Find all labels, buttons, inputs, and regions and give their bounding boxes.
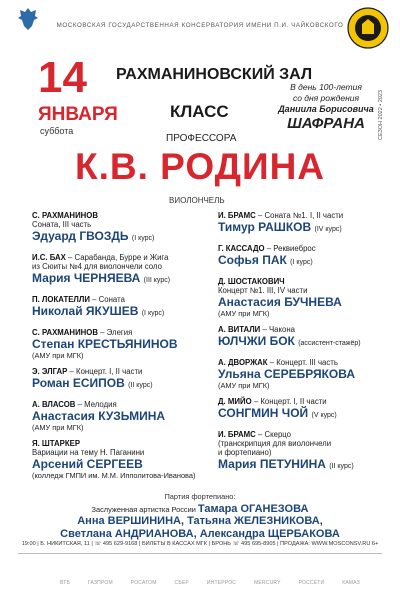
composer: А. ВИТАЛИ [218,325,261,334]
composer: И. БРАМС [218,211,256,220]
program-item [218,430,393,474]
sponsor-logo: СБЕР [174,580,189,586]
work: Соната, III часть [32,220,92,229]
performer: Софья ПАК [218,253,287,267]
season-label: СЕЗОН 2022 • 2023 [378,90,384,141]
piano-star: Тамара ОГАНЕЗОВА [197,503,309,515]
composer: Г. КАССАДО [218,244,265,253]
performer-note: (I курс) [141,310,165,317]
performer-note: (колледж ГМПИ им. М.М. Ипполитова-Иванова) [32,471,196,480]
work-detail: из Сюиты №4 для виолончели соло [32,262,162,271]
piano-line2: Анна ВЕРШИНИНА, Татьяна ЖЕЛЕЗНИКОВА, [77,515,323,527]
work: – Реквиеброс [264,244,316,253]
date-weekday: суббота [40,126,74,136]
program-item [32,211,232,246]
sponsor-logo: РОССЕТИ [298,580,325,586]
composer: Д. ШОСТАКОВИЧ [218,277,285,286]
program-item [218,397,393,423]
program-item [32,367,232,393]
performer: Анастасия БУЧНЕВА [218,295,342,309]
program-item [218,244,393,270]
program-item [218,325,393,351]
organization-name: МОСКОВСКАЯ ГОСУДАРСТВЕННАЯ КОНСЕРВАТОРИЯ ИМЕНИ П.И. ЧАЙКОВСКОГО [56,22,344,29]
program-item [32,439,232,480]
date-month: ЯНВАРЯ [38,104,118,125]
work: – Соната №1. I, II части [255,211,344,220]
program-item [32,400,232,432]
performer: Эдуард ГВОЗДЬ [32,229,129,243]
sponsor-logo: КАМАЗ [342,580,360,586]
composer: С. РАХМАНИНОВ [32,328,98,337]
performer-note: (V курс) [311,412,337,419]
sponsor-logo: ГАЗПРОМ [87,580,113,586]
program-item [32,253,232,288]
performer-note: (ассистент-стажёр) [298,340,361,347]
program-item [218,277,393,318]
composer: А. ВЛАСОВ [32,400,76,409]
performer-note: (IV курс) [314,226,342,233]
sponsor-logo: РОСАТОМ [130,580,157,586]
dedication-line2: со дня рождения [292,93,360,103]
work: – Концерт. III часть [267,358,338,367]
dedication-surname: ШАФРАНА [287,115,365,132]
footer-info: 19:00 | Б. НИКИТСКАЯ, 11 | ☏ 495 629-9168 | БИЛЕТЫ В КАССАХ МГК | БРОНЬ ☏ 495 695-8905 | ПРОДАЖА: WWW.MOSCONSV.RU 6+ [21,541,379,547]
sponsor-logo: MERCURY [254,580,281,586]
piano-lead [0,503,400,515]
work: – Концерт. I, II части [67,367,143,376]
performer: ЮЛЧЖИ БОК [218,334,295,348]
program-item [218,358,393,390]
performer: Николай ЯКУШЕВ [32,304,139,318]
professor-label: ПРОФЕССОРА [166,133,237,144]
composer: П. ЛОКАТЕЛЛИ [32,295,90,304]
program-item [218,211,393,237]
composer: И. БРАМС [218,430,256,439]
performer-note: (II курс) [128,382,153,389]
performer: СОНГМИН ЧОЙ [218,406,309,420]
performer-note: (I курс) [131,235,155,242]
composer: С. РАХМАНИНОВ [32,211,98,220]
performer-note: (АМУ при МГК) [32,423,84,432]
work: – Сарабанда, Бурре и Жига [65,253,169,262]
composer: Я. ШТАРКЕР [32,439,81,448]
performer: Роман ЕСИПОВ [32,376,125,390]
performer-note: (АМУ при МГК) [218,309,270,318]
composer: А. ДВОРЖАК [218,358,268,367]
work: – Мелодия [75,400,117,409]
performer-note: (АМУ при МГК) [32,351,84,360]
performer-note: (АМУ при МГК) [218,381,270,390]
sponsor-logo: ВТБ [60,580,70,586]
performer-note: (I курс) [290,259,313,266]
performer: Арсений СЕРГЕЕВ [32,457,143,471]
performer: Мария ПЕТУНИНА [218,457,326,471]
work-detail: и фортепиано) [218,448,272,457]
performer: Анастасия КУЗЬМИНА [32,409,166,423]
dedication-line1: В день 100-летия [290,82,362,92]
performer-note: (III курс) [143,277,171,284]
work: – Концерт. I, II части [251,397,327,406]
dedication [270,82,382,133]
composer: Д. МИЙО [218,397,252,406]
piano-title: Заслуженная артистка России [91,505,198,514]
dedication-name: Даниила Борисовича [278,104,374,114]
work: – Элегия [98,328,133,337]
instrument-label: ВИОЛОНЧЕЛЬ [169,196,225,205]
work: Вариации на тему Н. Паганини [32,448,145,457]
sponsor-logo: ИНТЕРРОС [206,580,237,586]
piano-label: Партия фортепиано: [164,492,236,501]
performer: Ульяна СЕРЕБРЯКОВА [218,367,355,381]
program-item [32,328,232,360]
work-detail: (транскрипция для виолончели [218,439,332,448]
performer: Мария ЧЕРНЯЕВА [32,271,141,285]
composer: Э. ЭЛГАР [32,367,68,376]
work: – Соната [89,295,125,304]
work: – Чакона [260,325,295,334]
program-item [32,295,232,321]
professor-name: К.В. РОДИНА [74,146,326,187]
work: Концерт №1. III, IV части [218,286,308,295]
performer: Степан КРЕСТЬЯНИНОВ [32,337,178,351]
footer-divider [18,553,382,554]
piano-line3: Светлана АНДРИАНОВА, Александра ЩЕРБАКОВА [60,528,340,540]
performer: Тимур РАШКОВ [218,220,312,234]
work: – Скерцо [255,430,291,439]
program-right [218,211,393,474]
hall-name: РАХМАНИНОВСКИЙ ЗАЛ [116,66,313,83]
composer: И.С. БАХ [32,253,66,262]
program-left [32,211,232,480]
class-label: КЛАСС [170,102,229,121]
sponsor-logos [60,580,360,590]
date-day: 14 [38,53,87,102]
performer-note: (II курс) [329,463,354,470]
